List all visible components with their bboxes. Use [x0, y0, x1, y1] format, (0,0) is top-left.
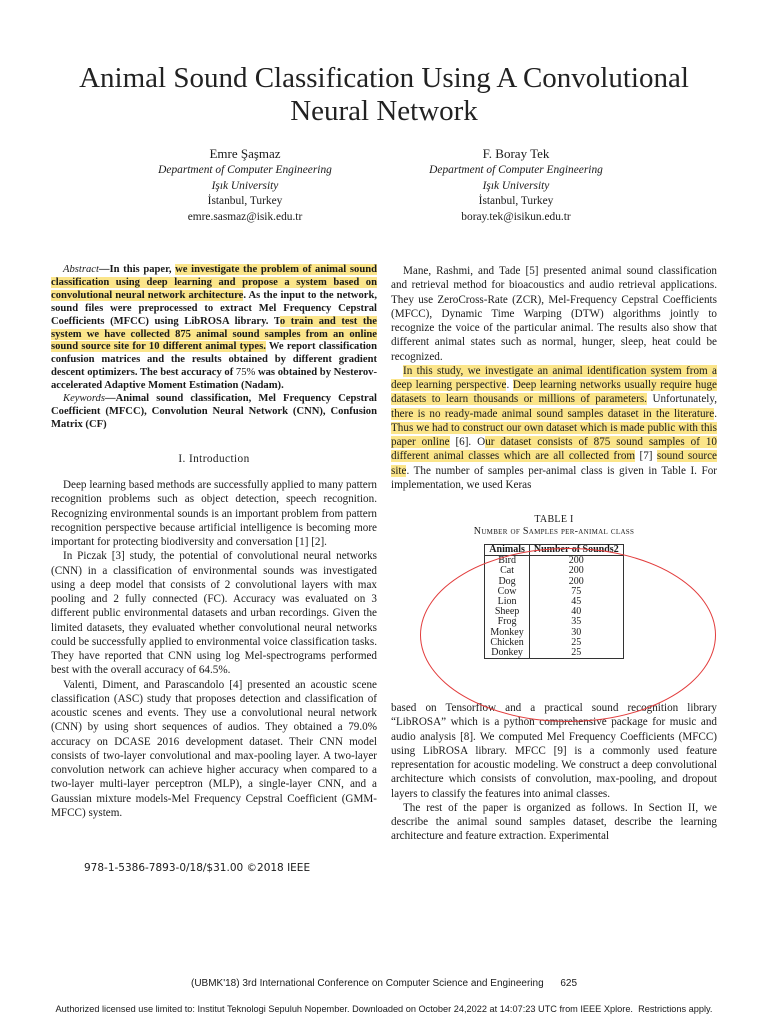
highlight: there is no ready-made animal sound samples dataset in the literature	[391, 407, 715, 420]
highlight: ur dataset consists of 875 sound samples of 10 different animal classes which are all collected from	[391, 436, 717, 463]
table-row: Dog 200	[485, 577, 623, 587]
paragraph: In this study, we investigate an animal identification system from a deep learning perspective. Deep learning networks usually require huge datasets to learn thousands or millions of parameters. Unfortunately, there is no ready-made animal sound samples dataset in the literature. Thus we had to construct our own dataset which is made public with this paper online [6]. Our dataset consists of 875 sound samples of 10 different animal classes which are all collected from [7] sound source site. The number of samples per-animal class is given in Table I. For implementation, we used Keras	[391, 364, 718, 491]
paragraph: based on Tensorflow and a practical sound recognition library “LibROSA” which is a python comprehensive package for music and audio analysis [8]. We computed Mel Frequency Coefficients (MFCC) using LibROSA library. MFCC [9] is a commonly used feature representation for acoustic modeling. We construct a deep convolutional architecture which consists of convolution, max-pooling, and dropout layers to classify the features into animal classes.	[391, 702, 717, 800]
page-footer: (UBMK'18) 3rd International Conference on Computer Science and Engineering 625	[190, 978, 578, 989]
paragraph: Valenti, Diment, and Parascandolo [4] presented an acoustic scene classification (ASC) study that proposes detection and classification of acoustic scenes and events. They use a convolutional neural network (CNN) by using short sequences of audios. They obtained a 79.0% accuracy on DCASE 2016 development dataset. Their CNN model consists of two-layer convolutional and max-pooling layer. A two-layer convolution network can achieve higher accuracy when compared to a two-layer multi-layer perceptron (MLP), a single-layer CNN, and a Gaussian mixture models-Mel Frequency Cepstral Coefficient (GMM-MFCC) system.	[51, 678, 377, 819]
red-circle-annotation	[420, 548, 716, 722]
table-row: Donkey 25	[485, 648, 623, 659]
table-row: Lion 45	[485, 597, 623, 607]
author-city: İstanbul, Turkey	[478, 195, 554, 208]
table-row: Cow 75	[485, 587, 623, 597]
paper-title: Animal Sound Classification Using A Convolutional Neural Network	[79, 62, 689, 127]
highlight: Deep learning networks usually require huge datasets to learn thousands or millions of parameters.	[391, 379, 717, 406]
author-city: İstanbul, Turkey	[207, 195, 283, 208]
abstract-label: Abstract	[63, 264, 99, 275]
table-row: Bird 200	[485, 556, 623, 567]
author-name: Emre Şaşmaz	[209, 146, 281, 161]
highlight: sound source site	[391, 450, 718, 477]
table-label: TABLE I	[534, 514, 574, 525]
section-heading: I. Introduction	[178, 452, 250, 465]
author-dept: Department of Computer Engineering	[429, 164, 603, 176]
highlight: Thus we had to construct our own dataset which is made public with this paper online	[391, 421, 717, 448]
left-column	[51, 264, 377, 820]
paragraph: Deep learning based methods are successfully applied to many pattern recognition problems such as object detection, speech recognition. Recognizing environmental sounds is an important problem from pattern recognition perspective because artificial intelligence is becoming more important for protecting biodiversity and conversation [1] [2].	[51, 479, 377, 549]
table-row: Cat 200	[485, 566, 623, 576]
table-row: Sheep 40	[485, 607, 623, 617]
table-caption: Number of Samples per-animal class	[473, 526, 635, 537]
table-row: Frog 35	[485, 617, 623, 627]
author-email: boray.tek@isikun.edu.tr	[461, 210, 571, 223]
table-row: Chicken 25	[485, 638, 623, 648]
paragraph: The rest of the paper is organized as follows. In Section II, we describe the animal sound samples dataset, describe the learning architecture and feature extraction. Experimental	[391, 801, 717, 843]
paragraph: In Piczak [3] study, the potential of convolutional neural networks (CNN) in a classification of environmental sounds was investigated using a deep model that consists of 2 convolutional layers with max pooling and 2 fully connected (FC). Accuracy was evaluated on 3 different public environmental datasets and urban recordings. Given the limited datasets, they evaluated whether convolutional neural networks could be successfully applied to environmental voice classification tasks. They have reported that CNN using log Mel-spectrograms performed best with the overall accuracy of 64.5%.	[51, 550, 377, 677]
license-notice: Authorized licensed use limited to: Institut Teknologi Sepuluh Nopember. Downloaded on October 24,2022 at 14:07:23 UTC from IEEE Xplore. Restrictions apply.	[55, 1004, 713, 1014]
abstract: Abstract—In this paper, we investigate the problem of animal sound classification using deep learning and propose a system based on convolutional neural network architecture. As the input to the network, sound files were preprocessed to extract Mel Frequency Cepstral Coefficients (MFCC) using LibROSA library. To train and test the system we have collected 875 animal sound samples from an online sound source site for 10 different animal types. We report classification confusion matrices and the results obtained by different gradient descent optimizers. The best accuracy of 75% was obtained by Nesterov-accelerated Adaptive Moment Estimation (Nadam).	[51, 264, 377, 392]
author-dept: Department of Computer Engineering	[158, 164, 332, 176]
copyright-notice: 978-1-5386-7893-0/18/$31.00 ©2018 IEEE	[84, 862, 311, 874]
author-univ: Işık University	[482, 179, 550, 192]
author-univ: Işık University	[211, 179, 279, 192]
keywords: Keywords—Animal sound classification, Mel Frequency Cepstral Coefficient (MFCC), Convolution Neural Network (CNN), Confusion Matrix (CF)	[51, 393, 377, 430]
author-email: emre.sasmaz@isik.edu.tr	[187, 210, 303, 223]
table-row: Monkey 30	[485, 628, 623, 638]
paragraph: Mane, Rashmi, and Tade [5] presented animal sound classification and retrieval method for bioacoustics and audio retrieval applications. They use ZeroCross-Rate (ZCR), Mel-Frequency Cepstral Coefficients (MFCC), Dynamic Time Warping (DTW) algorithms jointly to recognize the voice of the particular animal. The results also show that different animal states such as normal, hunger, sleep, heat could be recognized.	[391, 265, 717, 363]
highlight: o train and test the system we have collected 875 animal sound samples from an online sound source site for 10 different animal types.	[51, 315, 377, 353]
table-header: Animals	[485, 545, 530, 556]
author-name: F. Boray Tek	[482, 146, 550, 161]
highlight: In this study, we investigate an animal identification system from a deep learning perspective	[391, 364, 717, 391]
table-header: Number of Sounds2	[529, 545, 623, 556]
author-block-2	[386, 146, 646, 225]
keywords-label: Keywords	[63, 393, 105, 405]
highlight: we investigate the problem of animal sound classification using deep learning and propose a system based on convolutional neural network architecture	[51, 264, 377, 301]
author-block-1	[115, 146, 375, 225]
